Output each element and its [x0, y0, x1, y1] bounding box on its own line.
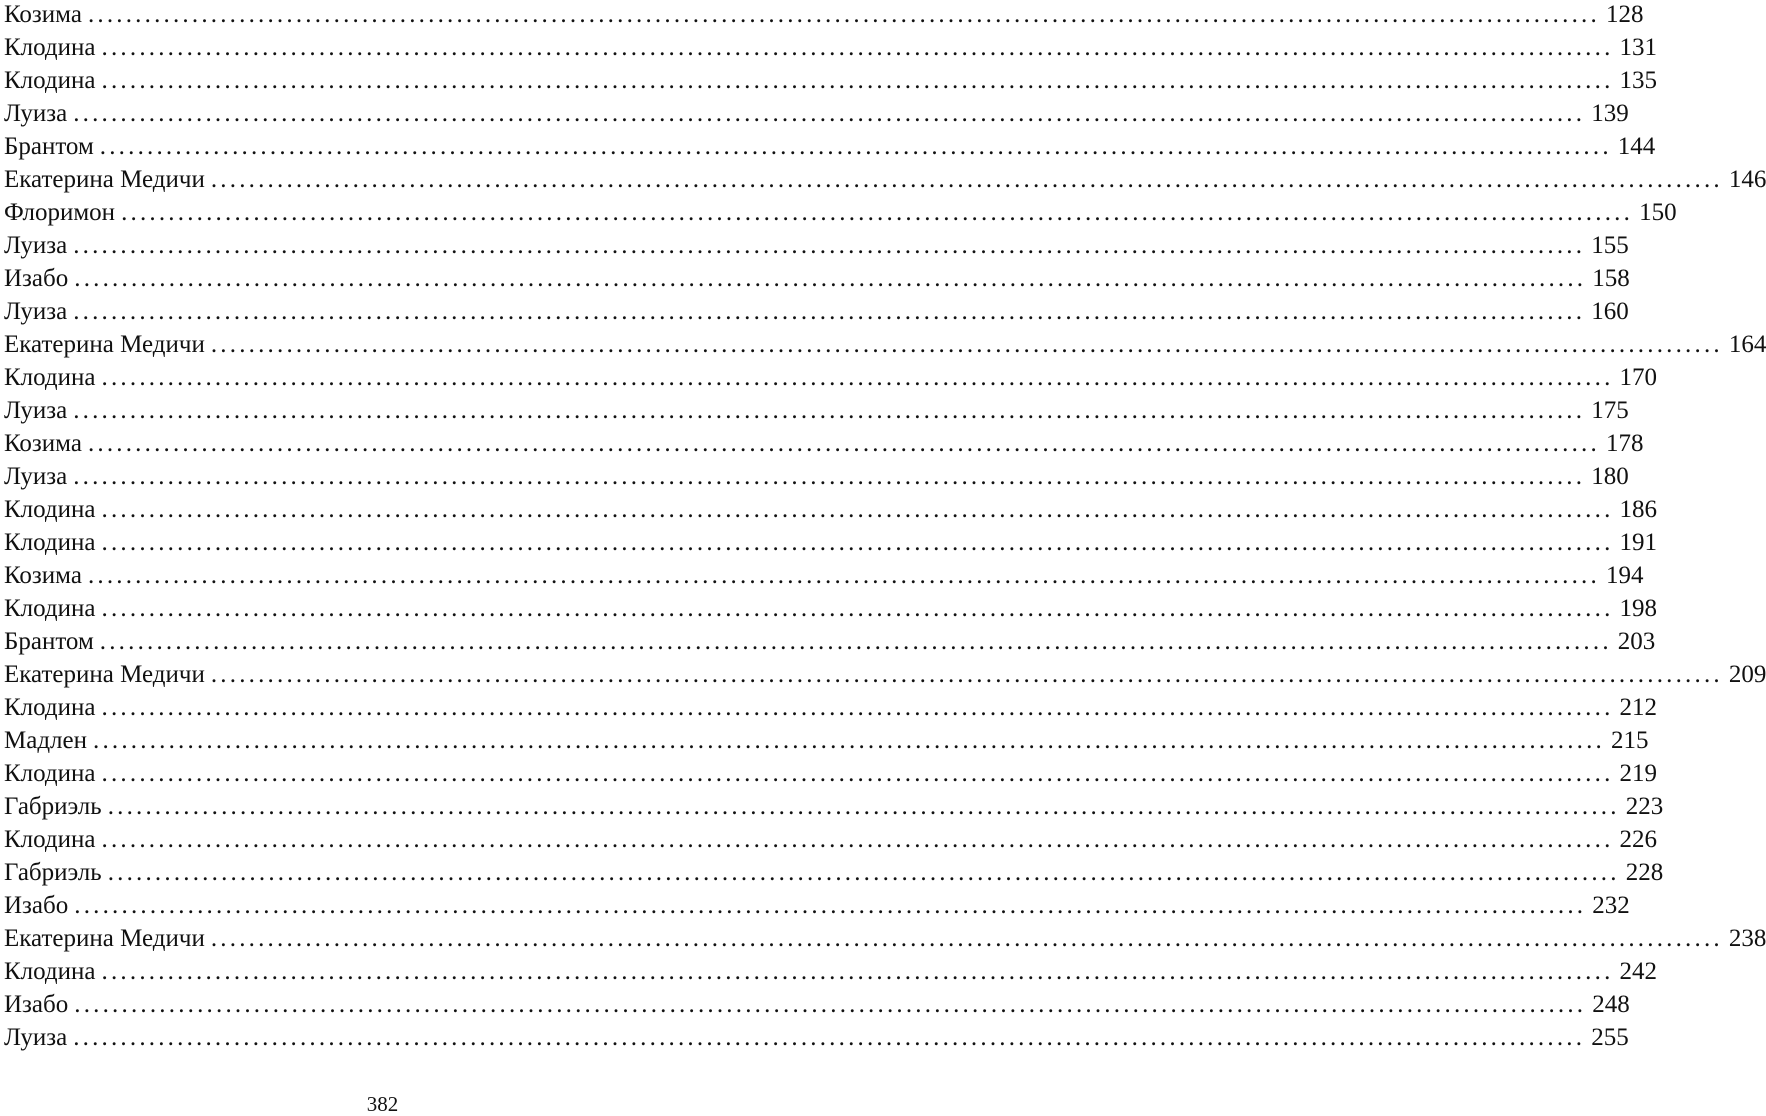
- toc-entry: [4, 330, 1766, 363]
- toc-leader-dots: ................................................................................................................................................................: [74, 892, 1587, 919]
- toc-leader-dots: ................................................................................................................................................................: [99, 628, 1612, 655]
- toc-leader-dots: ................................................................................................................................................................: [107, 793, 1620, 820]
- toc-entry-title: Екатерина Медичи: [4, 166, 205, 193]
- toc-entry: [4, 726, 1649, 759]
- toc-entry-title: Луиза: [4, 397, 68, 424]
- toc-entry-title: Козима: [4, 1, 82, 28]
- toc-entry-page: 212: [1619, 694, 1658, 721]
- toc-entry-page: 226: [1619, 826, 1658, 853]
- toc-entry: [4, 297, 1629, 330]
- toc-entry-title: Габриэль: [4, 859, 102, 886]
- toc-entry-page: 150: [1639, 199, 1677, 226]
- toc-entry: [4, 0, 1644, 33]
- toc-entry-page: 186: [1619, 496, 1658, 523]
- toc-entry: [4, 957, 1658, 990]
- toc-entry-page: 128: [1605, 1, 1644, 28]
- toc-entry-page: 155: [1591, 232, 1629, 259]
- toc-leader-dots: ................................................................................................................................................................: [210, 331, 1723, 358]
- toc-entry-page: 223: [1625, 793, 1664, 820]
- toc-entry-page: 203: [1617, 628, 1656, 655]
- toc-leader-dots: ................................................................................................................................................................: [87, 430, 1600, 457]
- toc-entry-title: Клодина: [4, 34, 96, 61]
- toc-entry-page: 139: [1591, 100, 1629, 127]
- toc-entry-page: 209: [1728, 661, 1766, 688]
- toc-entry: [4, 363, 1658, 396]
- toc-entry-title: Клодина: [4, 760, 96, 787]
- toc-entry-page: 146: [1728, 166, 1766, 193]
- toc-entry-title: Клодина: [4, 67, 96, 94]
- toc-entry: [4, 264, 1630, 297]
- toc-entry-title: Изабо: [4, 991, 69, 1018]
- toc-leader-dots: ................................................................................................................................................................: [210, 661, 1723, 688]
- toc-entry-title: Клодина: [4, 529, 96, 556]
- toc-entry-title: Изабо: [4, 892, 69, 919]
- toc-leader-dots: ................................................................................................................................................................: [101, 67, 1614, 94]
- toc-entry: [4, 693, 1658, 726]
- toc-leader-dots: ................................................................................................................................................................: [73, 232, 1586, 259]
- toc-leader-dots: ................................................................................................................................................................: [101, 694, 1614, 721]
- toc-leader-dots: ................................................................................................................................................................: [210, 166, 1723, 193]
- toc-entry-title: Брантом: [4, 133, 94, 160]
- toc-entry-page: 178: [1605, 430, 1644, 457]
- toc-entry-title: Брантом: [4, 628, 94, 655]
- toc-entry-page: 135: [1619, 67, 1658, 94]
- toc-entry-title: Козима: [4, 430, 82, 457]
- toc-entry: [4, 1023, 1629, 1056]
- toc-leader-dots: ................................................................................................................................................................: [101, 34, 1614, 61]
- toc-leader-dots: ................................................................................................................................................................: [101, 760, 1614, 787]
- toc-leader-dots: ................................................................................................................................................................: [101, 529, 1614, 556]
- toc-leader-dots: ................................................................................................................................................................: [73, 100, 1586, 127]
- toc-entry: [4, 825, 1658, 858]
- toc-entry-page: 170: [1619, 364, 1658, 391]
- toc-entry: [4, 759, 1658, 792]
- toc-entry: [4, 594, 1658, 627]
- page-number: 382: [366, 1092, 399, 1116]
- toc-entry-title: Луиза: [4, 463, 68, 490]
- toc-entry: [4, 198, 1677, 231]
- toc-entry-page: 232: [1592, 892, 1630, 919]
- toc-entry-title: Клодина: [4, 496, 96, 523]
- toc-entry-page: 131: [1619, 34, 1658, 61]
- toc-entry: [4, 528, 1658, 561]
- toc-entry-page: 228: [1625, 859, 1664, 886]
- toc-leader-dots: ................................................................................................................................................................: [99, 133, 1612, 160]
- toc-leader-dots: ................................................................................................................................................................: [101, 364, 1614, 391]
- toc-entry: [4, 858, 1664, 891]
- toc-entry-title: Луиза: [4, 232, 68, 259]
- toc-entry-page: 144: [1617, 133, 1656, 160]
- toc-leader-dots: ................................................................................................................................................................: [73, 397, 1586, 424]
- toc-leader-dots: ................................................................................................................................................................: [101, 595, 1614, 622]
- toc-entry-page: 158: [1592, 265, 1630, 292]
- toc-leader-dots: ................................................................................................................................................................: [74, 265, 1587, 292]
- toc-entry: [4, 990, 1630, 1023]
- table-of-contents: [4, 0, 1766, 1056]
- toc-leader-dots: ................................................................................................................................................................: [73, 463, 1586, 490]
- toc-entry: [4, 66, 1658, 99]
- toc-leader-dots: ................................................................................................................................................................: [73, 1024, 1586, 1051]
- toc-entry-title: Луиза: [4, 298, 68, 325]
- toc-entry-title: Екатерина Медичи: [4, 661, 205, 688]
- toc-entry-page: 238: [1728, 925, 1766, 952]
- toc-entry: [4, 891, 1630, 924]
- toc-leader-dots: ................................................................................................................................................................: [121, 199, 1634, 226]
- toc-entry-page: 248: [1592, 991, 1630, 1018]
- toc-entry: [4, 132, 1656, 165]
- toc-entry: [4, 429, 1644, 462]
- toc-leader-dots: ................................................................................................................................................................: [73, 298, 1586, 325]
- toc-entry-page: 219: [1619, 760, 1658, 787]
- toc-entry: [4, 231, 1629, 264]
- toc-entry: [4, 165, 1766, 198]
- toc-entry: [4, 627, 1656, 660]
- toc-entry-title: Клодина: [4, 595, 96, 622]
- toc-entry-title: Мадлен: [4, 727, 87, 754]
- toc-entry-page: 191: [1619, 529, 1658, 556]
- toc-entry-title: Луиза: [4, 100, 68, 127]
- toc-entry-page: 215: [1611, 727, 1649, 754]
- toc-entry-page: 194: [1605, 562, 1644, 589]
- toc-entry: [4, 660, 1766, 693]
- toc-entry-title: Клодина: [4, 364, 96, 391]
- toc-leader-dots: ................................................................................................................................................................: [101, 496, 1614, 523]
- toc-entry: [4, 396, 1629, 429]
- toc-entry: [4, 462, 1629, 495]
- toc-entry-page: 242: [1619, 958, 1658, 985]
- toc-leader-dots: ................................................................................................................................................................: [87, 562, 1600, 589]
- toc-entry: [4, 924, 1766, 957]
- toc-leader-dots: ................................................................................................................................................................: [74, 991, 1587, 1018]
- toc-entry-title: Луиза: [4, 1024, 68, 1051]
- toc-entry: [4, 561, 1644, 594]
- toc-leader-dots: ................................................................................................................................................................: [210, 925, 1723, 952]
- toc-leader-dots: ................................................................................................................................................................: [101, 826, 1614, 853]
- toc-leader-dots: ................................................................................................................................................................: [87, 1, 1600, 28]
- toc-entry-title: Козима: [4, 562, 82, 589]
- toc-entry-title: Екатерина Медичи: [4, 331, 205, 358]
- toc-entry-page: 164: [1728, 331, 1766, 358]
- toc-entry-page: 160: [1591, 298, 1629, 325]
- toc-leader-dots: ................................................................................................................................................................: [107, 859, 1620, 886]
- toc-leader-dots: ................................................................................................................................................................: [93, 727, 1605, 754]
- toc-entry-title: Клодина: [4, 694, 96, 721]
- toc-entry-title: Флоримон: [4, 199, 116, 226]
- toc-entry-title: Екатерина Медичи: [4, 925, 205, 952]
- toc-entry: [4, 792, 1664, 825]
- toc-entry: [4, 99, 1629, 132]
- toc-entry-title: Клодина: [4, 958, 96, 985]
- toc-leader-dots: ................................................................................................................................................................: [101, 958, 1614, 985]
- toc-entry-page: 255: [1591, 1024, 1629, 1051]
- toc-entry-title: Изабо: [4, 265, 69, 292]
- toc-entry: [4, 495, 1658, 528]
- toc-entry-title: Клодина: [4, 826, 96, 853]
- toc-entry-page: 198: [1619, 595, 1658, 622]
- toc-entry: [4, 33, 1658, 66]
- toc-entry-page: 180: [1591, 463, 1629, 490]
- toc-entry-page: 175: [1591, 397, 1629, 424]
- toc-entry-title: Габриэль: [4, 793, 102, 820]
